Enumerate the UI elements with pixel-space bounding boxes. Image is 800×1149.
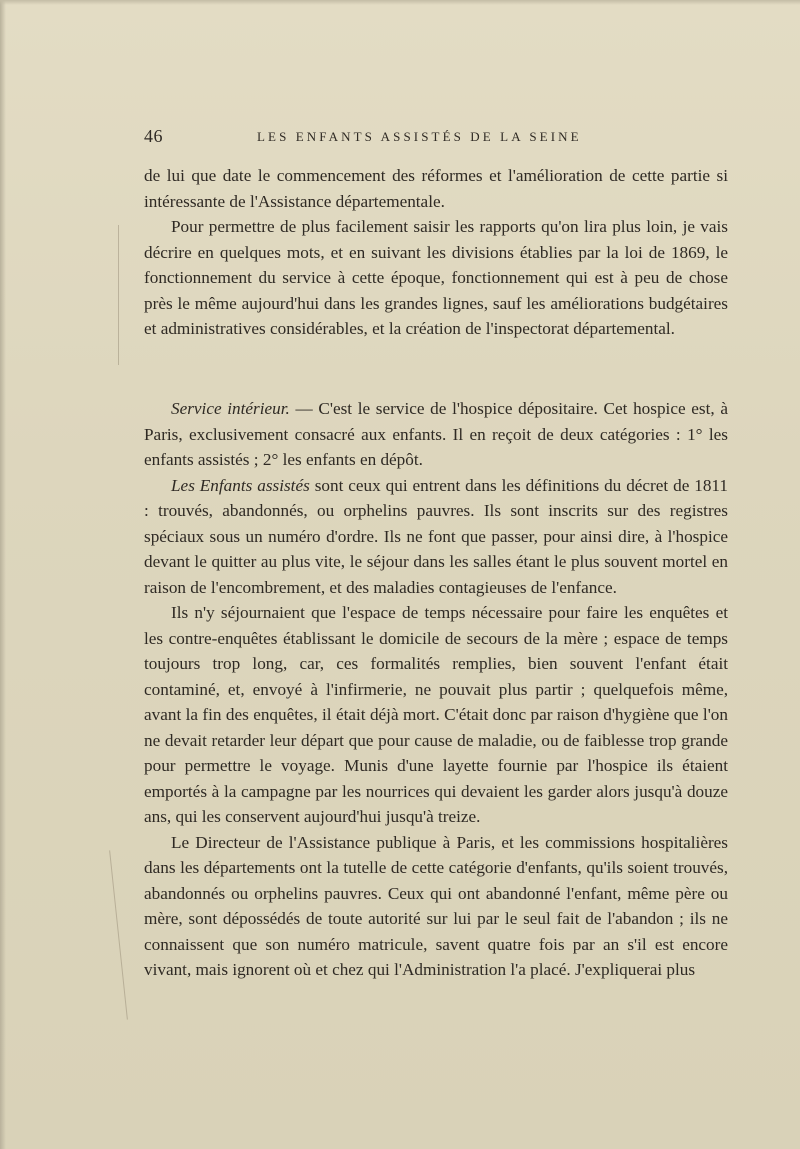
- term-heading: Les Enfants assistés: [171, 475, 310, 495]
- text-block-service: [144, 396, 728, 983]
- paragraph: [144, 830, 728, 983]
- page-top-shadow: [0, 0, 800, 5]
- paragraph-text: Ils n'y séjournaient que l'espace de temps nécessaire pour faire les enquêtes et les contre-enquêtes établissant le domicile de secours de la mère ; espace de temps toujours trop long, car, ces formalités remplies, bien souvent l'enfant était contaminé, et, envoyé à l'infirmerie, ne pouvait plus partir ; quelquefois même, avant la fin des enquêtes, il était déjà mort. C'était donc par raison d'hygiène que l'on ne devait retarder leur départ que pour cause de maladie, ou de faiblesse trop grande pour permettre le voyage. Munis d'une layette fournie par l'hospice ils étaient emportés à la campagne par les nourrices qui devaient les garder alors jusqu'à douze ans, qui les conservent aujourd'hui jusqu'à treize.: [144, 603, 728, 826]
- paragraph-text: — C'est le service de l'hospice dépositaire. Cet hospice est, à Paris, exclusivement consacré aux enfants. Il en reçoit de deux catégories : 1° les enfants assistés ; 2° les enfants en dépôt.: [144, 399, 728, 469]
- paragraph-text: Pour permettre de plus facilement saisir les rapports qu'on lira plus loin, je vais décrire en quelques mots, et en suivant les divisions établies par la loi de 1869, le fonctionnement du service à cette époque, fonctionnement qui est à peu de chose près le même aujourd'hui dans les grandes lignes, sauf les améliorations budgétaires et administratives considérables, et la création de l'inspectorat départemental.: [144, 217, 728, 338]
- paragraph-text: Le Directeur de l'Assistance publique à Paris, et les commissions hospitalières dans les départements ont la tutelle de cette catégorie d'enfants, qu'ils soient trouvés, abandonnés ou orphelins pauvres. Ceux qui ont abandonné l'enfant, même père ou mère, sont dépossédés de toute autorité sur lui par le seul fait de l'abandon ; ils ne connaissent que son numéro matricule, savent quatre fois par an s'il est encore vivant, mais ignorent où et chez qui l'Administration l'a placé. J'expliquerai plus: [144, 832, 728, 979]
- paragraph-text: sont ceux qui entrent dans les définitions du décret de 1811 : trouvés, abandonnés, ou orphelins pauvres. Ils sont inscrits sur des registres spéciaux sous un numéro d'ordre. Ils ne font que passer, pour ainsi dire, à l'hospice devant le quitter au plus vite, le séjour dans les salles étant le plus souvent mortel en raison de l'encombrement, et des maladies contagieuses de l'enfance.: [144, 475, 728, 597]
- running-head: [144, 126, 728, 150]
- paragraph: [144, 163, 728, 214]
- text-block-intro: [144, 163, 728, 342]
- section-heading: Service intérieur.: [171, 399, 290, 418]
- paragraph-text: de lui que date le commencement des réformes et l'amélioration de cette partie si intéressante de l'Assistance départementale.: [144, 166, 728, 211]
- paragraph: [144, 396, 728, 473]
- paragraph: [144, 473, 728, 601]
- margin-mark: [109, 850, 128, 1019]
- running-title: LES ENFANTS ASSISTÉS DE LA SEINE: [257, 129, 582, 144]
- paragraph: [144, 600, 728, 830]
- margin-mark: [118, 225, 119, 365]
- page-edge-shadow: [0, 0, 6, 1149]
- page-number: 46: [144, 126, 163, 146]
- paragraph: [144, 214, 728, 342]
